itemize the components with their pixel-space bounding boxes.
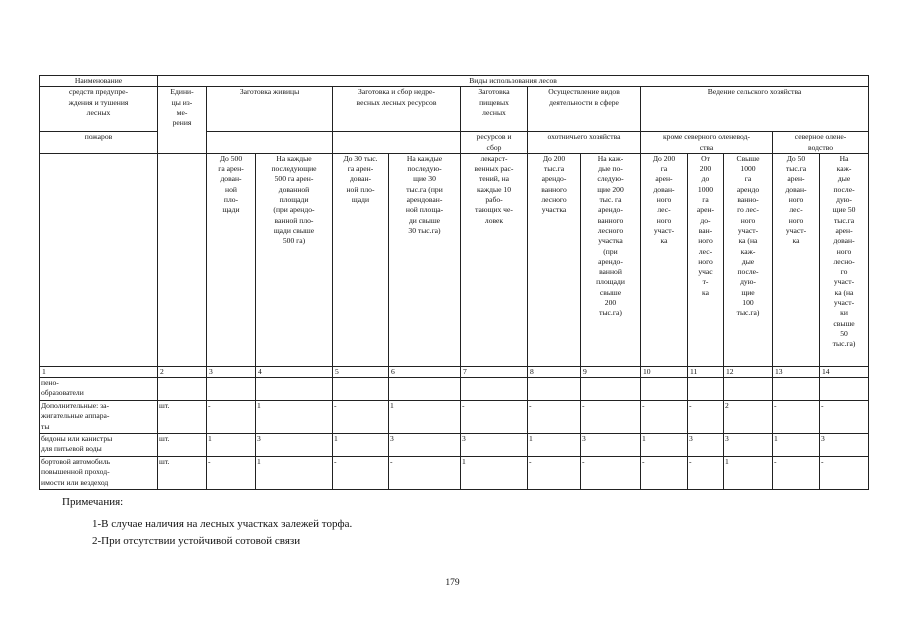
- cell: -: [688, 457, 724, 490]
- header-name: Наименование: [40, 76, 158, 87]
- header-col-7: лекарст- венных рас- тений, на каждые 10 рабо- тающих че- ловек: [461, 153, 528, 366]
- header-agri: Ведение сельского хозяйства: [641, 87, 869, 132]
- cell: 3: [461, 434, 528, 457]
- page-number: 179: [445, 578, 460, 588]
- header-agri-reindeer: северное олене- водство: [773, 132, 869, 154]
- header-units: Едини- цы из- ме- рения: [158, 87, 207, 154]
- row-label: пено- образователи: [40, 378, 158, 401]
- notes-title: Примечания:: [62, 496, 124, 508]
- col-number-6: 6: [389, 366, 461, 377]
- header-food-cont: ресурсов и сбор: [461, 132, 528, 154]
- cell: 3: [820, 434, 869, 457]
- col-number-14: 14: [820, 366, 869, 377]
- table-row: [40, 457, 869, 490]
- cell: 3: [581, 434, 641, 457]
- cell: 1: [207, 434, 256, 457]
- col-number-5: 5: [333, 366, 389, 377]
- cell: 3: [724, 434, 773, 457]
- header-col-11: От 200 до 1000 га арен- до- ван- ного лес- ного учас т- ка: [688, 153, 724, 366]
- col-number-7: 7: [461, 366, 528, 377]
- note-item-2: 2-При отсутствии устойчивой сотовой связи: [92, 535, 301, 547]
- header-row-2: [40, 87, 869, 132]
- col-number-11: 11: [688, 366, 724, 377]
- col-number-8: 8: [528, 366, 581, 377]
- cell: -: [773, 401, 820, 434]
- cell: -: [641, 401, 688, 434]
- cell: -: [389, 457, 461, 490]
- cell: 3: [389, 434, 461, 457]
- cell: 1: [256, 401, 333, 434]
- header-col-9: На каж- дые по- следую- щие 200 тыс. га арендо- ванного лесного участка (при арендо- ванной площади свыше 200 тыс.га): [581, 153, 641, 366]
- header-col-12: Свыше 1000 га арендо ванно- го лес- ного участ- ка (на каж- дые после- дую- щие 100 тыс.га): [724, 153, 773, 366]
- col-number-4: 4: [256, 366, 333, 377]
- col-number-13: 13: [773, 366, 820, 377]
- cell: -: [581, 457, 641, 490]
- col-number-9: 9: [581, 366, 641, 377]
- table-row: [40, 401, 869, 434]
- header-col-10: До 200 га арен- дован- ного лес- ного участ- ка: [641, 153, 688, 366]
- header-uses: Виды использования лесов: [158, 76, 869, 87]
- forest-fire-equipment-table: [39, 75, 869, 490]
- col-number-3: 3: [207, 366, 256, 377]
- cell: 1: [641, 434, 688, 457]
- header-col-3: До 500 га арен- дован- ной пло- щади: [207, 153, 256, 366]
- cell: [724, 378, 773, 401]
- note-item-1: 1-В случае наличия на лесных участках залежей торфа.: [92, 518, 353, 530]
- cell: [581, 378, 641, 401]
- row-label: бидоны или канистры для питьевой воды: [40, 434, 158, 457]
- cell: шт.: [158, 434, 207, 457]
- col-number-2: 2: [158, 366, 207, 377]
- col-number-1: 1: [40, 366, 158, 377]
- cell: 1: [256, 457, 333, 490]
- cell: 1: [461, 457, 528, 490]
- header-resin-blank: [207, 132, 333, 154]
- header-agri-except-reindeer: кроме северного оленевод- ства: [641, 132, 773, 154]
- table-row: [40, 434, 869, 457]
- header-food: Заготовка пищевых лесных: [461, 87, 528, 132]
- cell: -: [207, 401, 256, 434]
- header-nonwood-blank: [333, 132, 461, 154]
- cell: -: [461, 401, 528, 434]
- cell: -: [688, 401, 724, 434]
- cell: -: [333, 457, 389, 490]
- cell: 1: [389, 401, 461, 434]
- header-col-14: На каж- дые после- дую- щие 50 тыс.га арен- дован- ного лесно- го участ- ка (на участ- ки свыше 50 тыс.га): [820, 153, 869, 366]
- cell: [207, 378, 256, 401]
- cell: -: [641, 457, 688, 490]
- header-hunting: Осуществление видов деятельности в сфере: [528, 87, 641, 132]
- header-col-5: До 30 тыс. га арен- дован- ной пло- щади: [333, 153, 389, 366]
- col-number-12: 12: [724, 366, 773, 377]
- header-col-8: До 200 тыс.га арендо- ванного лесного участка: [528, 153, 581, 366]
- cell: шт.: [158, 457, 207, 490]
- cell: 1: [528, 434, 581, 457]
- cell: -: [207, 457, 256, 490]
- cell: -: [820, 457, 869, 490]
- column-number-row: [40, 366, 869, 377]
- cell: 1: [724, 457, 773, 490]
- cell: [773, 378, 820, 401]
- cell: 3: [688, 434, 724, 457]
- cell: -: [581, 401, 641, 434]
- cell: [389, 378, 461, 401]
- cell: 3: [256, 434, 333, 457]
- header-nonwood: Заготовка и сбор недре- весных лесных ресурсов: [333, 87, 461, 132]
- row-label: Дополнительные: за- жигательные аппара- ты: [40, 401, 158, 434]
- header-hunting-cont: охотничьего хозяйства: [528, 132, 641, 154]
- cell: [158, 378, 207, 401]
- cell: [461, 378, 528, 401]
- cell: [256, 378, 333, 401]
- cell: [820, 378, 869, 401]
- header-col-1: [40, 153, 158, 366]
- header-col-13: До 50 тыс.га арен- дован- ного лес- ного участ- ка: [773, 153, 820, 366]
- header-col-2: [158, 153, 207, 366]
- header-row-4: [40, 153, 869, 366]
- cell: 2: [724, 401, 773, 434]
- cell: [641, 378, 688, 401]
- header-col-6: На каждые последую- щие 30 тыс.га (при арендован- ной площа- ди свыше 30 тыс.га): [389, 153, 461, 366]
- cell: -: [820, 401, 869, 434]
- cell: 1: [773, 434, 820, 457]
- cell: [528, 378, 581, 401]
- row-label: бортовой автомобиль повышенной проход- имости или вездеход: [40, 457, 158, 490]
- header-resin: Заготовка живицы: [207, 87, 333, 132]
- cell: шт.: [158, 401, 207, 434]
- cell: 1: [333, 434, 389, 457]
- header-row-1: [40, 76, 869, 87]
- table-row: [40, 378, 869, 401]
- cell: [333, 378, 389, 401]
- header-col-4: На каждые последующие 500 га арен- дованной площади (при арендо- ванной пло- щади свыше 500 га): [256, 153, 333, 366]
- header-name-fires: пожаров: [40, 132, 158, 154]
- cell: -: [528, 457, 581, 490]
- cell: -: [773, 457, 820, 490]
- header-name-cont: средств предупре- ждения и тушения лесных: [40, 87, 158, 132]
- col-number-10: 10: [641, 366, 688, 377]
- cell: [688, 378, 724, 401]
- cell: -: [333, 401, 389, 434]
- cell: -: [528, 401, 581, 434]
